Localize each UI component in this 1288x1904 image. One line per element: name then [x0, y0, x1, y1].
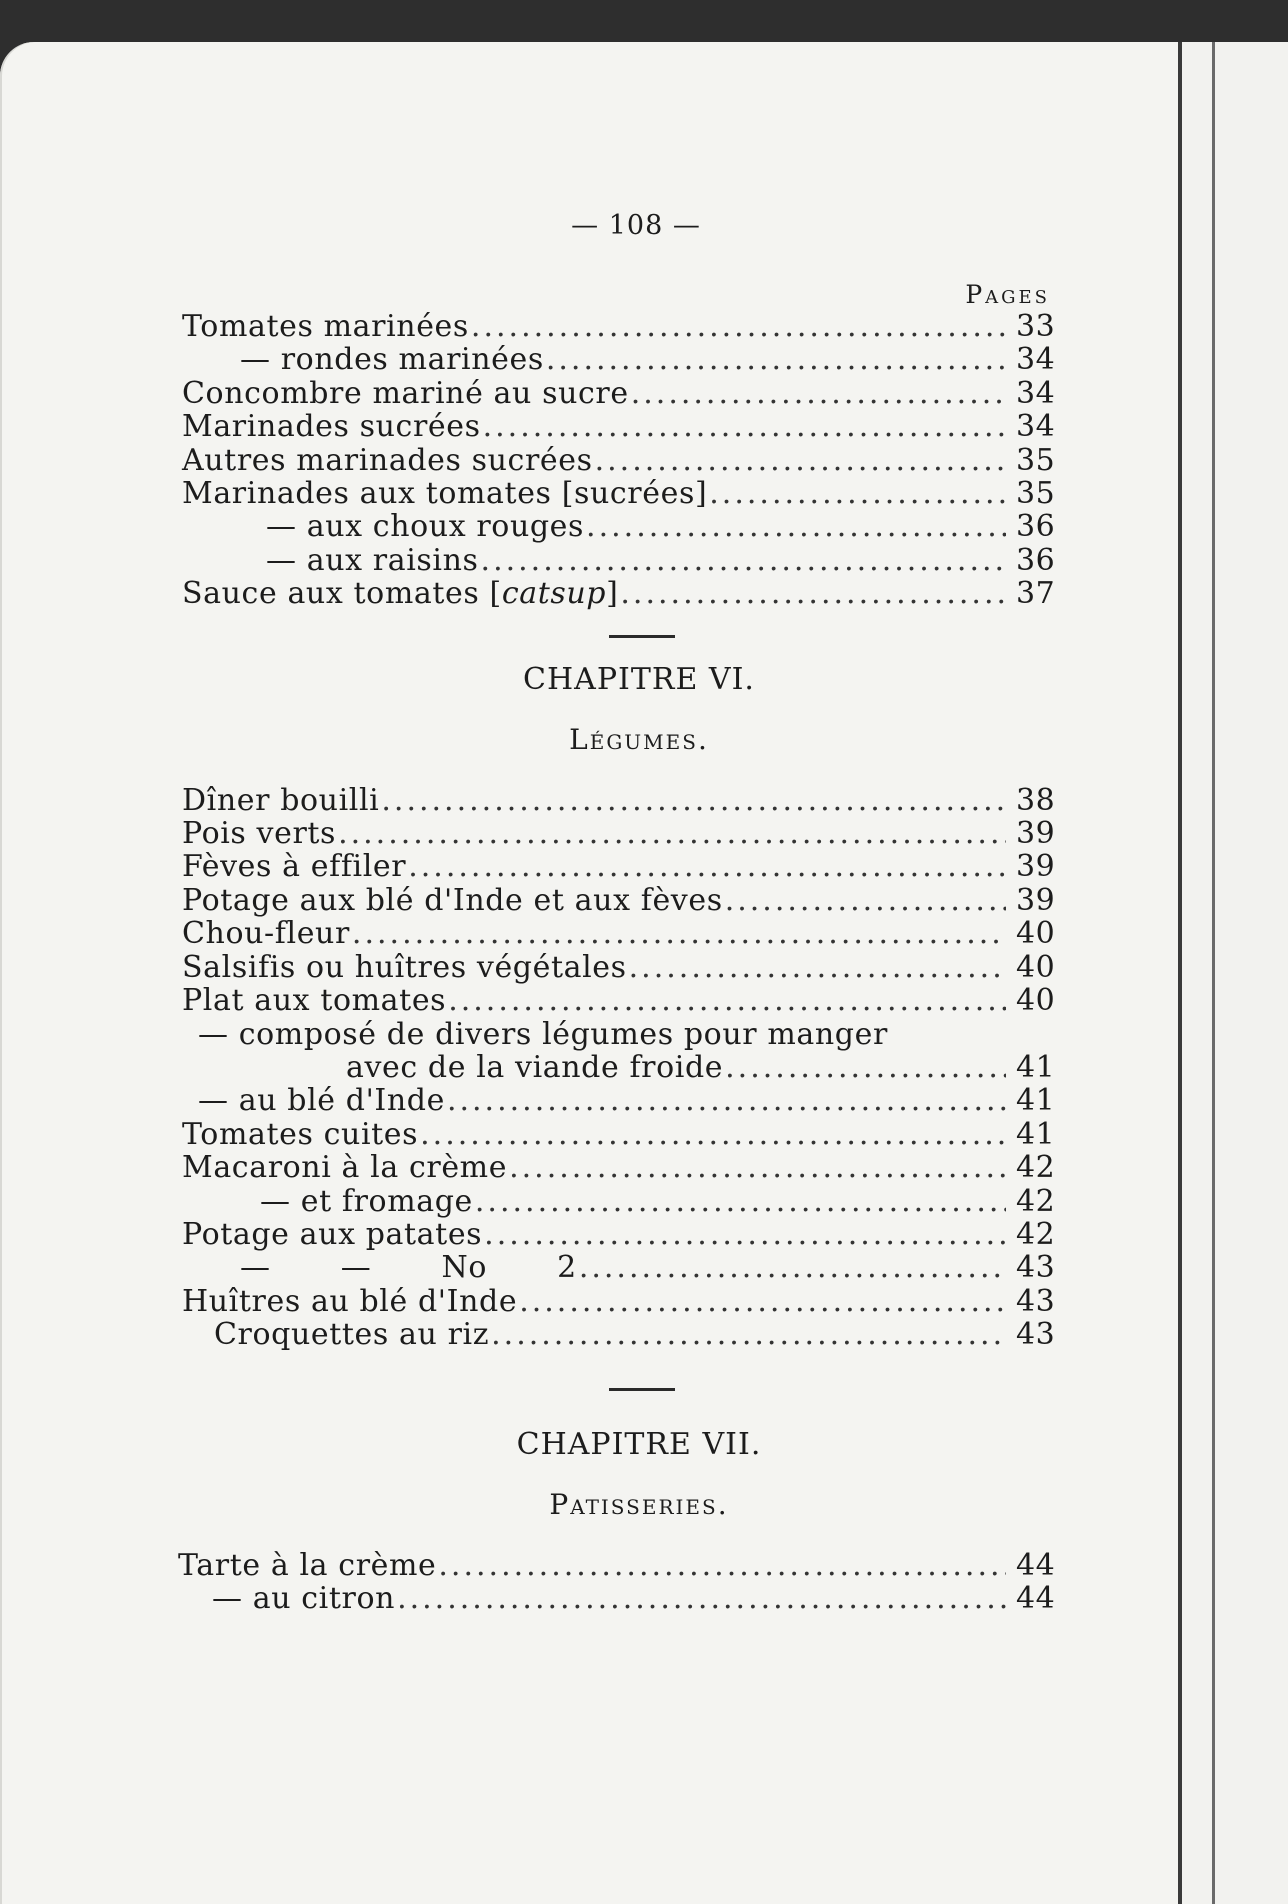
entry-title: Tomates marinées: [182, 309, 469, 344]
chapter-title: CHAPITRE VI.: [523, 661, 755, 697]
toc-entry: [182, 409, 1056, 445]
dot-leader: [586, 510, 1006, 543]
dot-leader: [629, 951, 1006, 984]
toc-entry: [182, 1083, 1056, 1119]
entry-page: 33: [1016, 309, 1056, 344]
dot-leader: [352, 917, 1006, 950]
entry-title: — — No 2: [240, 1250, 577, 1286]
dot-leader: [579, 1251, 1006, 1284]
entry-title: Macaroni à la crème: [182, 1150, 508, 1186]
entry-title: — aux raisins: [266, 542, 479, 578]
entry-page: 40: [1016, 949, 1056, 985]
dot-leader: [448, 984, 1006, 1017]
toc-entry: [182, 542, 1056, 578]
entry-page: 34: [1016, 342, 1056, 378]
entry-page: 44: [1016, 1580, 1056, 1616]
dot-leader: [397, 1582, 1006, 1615]
dot-leader: [475, 1185, 1006, 1218]
toc-entry: [182, 375, 1056, 411]
entry-title: Dîner bouilli: [182, 782, 380, 818]
dot-leader: [491, 1318, 1006, 1351]
section-title: Patisseries.: [549, 1487, 729, 1521]
entry-title: Marinades aux tomates [sucrées]: [182, 476, 708, 512]
dot-leader: [595, 444, 1006, 477]
entry-page: 40: [1016, 916, 1056, 952]
entry-title: Potage aux blé d'Inde et aux fèves: [182, 882, 723, 918]
entry-title: Tomates cuites: [182, 1116, 419, 1152]
entry-title: — rondes marinées: [240, 342, 544, 378]
section-divider: [609, 635, 675, 638]
toc-entry: [182, 309, 1056, 344]
toc-entry: [182, 916, 1056, 952]
entry-page: 39: [1016, 882, 1056, 918]
toc-entry: [182, 1183, 1056, 1219]
page-edge-line: [1212, 42, 1215, 1904]
entry-page: 38: [1016, 782, 1056, 818]
toc-list-legumes: [182, 782, 1056, 1353]
entry-page: 43: [1016, 1283, 1056, 1319]
toc-entry: [182, 509, 1056, 545]
pages-column-heading: Pages: [965, 280, 1050, 309]
toc-entry: [182, 576, 1056, 612]
entry-page: 34: [1016, 375, 1056, 411]
entry-title: Potage aux patates: [182, 1216, 483, 1252]
toc-entry: [182, 849, 1056, 885]
dot-leader: [471, 310, 1006, 343]
entry-title: Marinades sucrées: [182, 409, 481, 445]
entry-page: 41: [1016, 1049, 1056, 1085]
dot-leader: [725, 884, 1006, 917]
entry-title-italic: catsup: [501, 576, 607, 612]
entry-title: Plat aux tomates: [182, 983, 447, 1019]
entry-page: 36: [1016, 509, 1056, 545]
toc-entry: [182, 1116, 1056, 1152]
section-title: Légumes.: [569, 722, 709, 756]
toc-entry: [182, 476, 1056, 512]
section-divider: [609, 1388, 675, 1391]
entry-page: 42: [1016, 1150, 1056, 1186]
dot-leader: [408, 850, 1006, 883]
toc-entry: [182, 1317, 1056, 1353]
entry-title: Concombre mariné au sucre: [182, 375, 629, 411]
toc-entry: [182, 1150, 1056, 1186]
entry-title: Croquettes au riz: [214, 1317, 490, 1353]
entry-page: 42: [1016, 1216, 1056, 1252]
dot-leader: [438, 1549, 1006, 1582]
entry-page: 36: [1016, 542, 1056, 578]
entry-page: 34: [1016, 409, 1056, 445]
toc-list-preserves: [182, 309, 1056, 612]
toc-entry: [182, 1283, 1056, 1319]
entry-title: Huîtres au blé d'Inde: [182, 1283, 518, 1319]
entry-title: Pois verts: [182, 816, 337, 852]
toc-entry: [182, 1250, 1056, 1286]
dot-leader: [631, 377, 1006, 410]
page-number: — 108 —: [571, 210, 701, 241]
toc-entry: [182, 342, 1056, 378]
dot-leader: [484, 1218, 1006, 1251]
entry-title: Fèves à effiler: [182, 849, 407, 885]
entry-page: 39: [1016, 849, 1056, 885]
toc-entry: [182, 442, 1056, 478]
dot-leader: [546, 343, 1006, 376]
page-gutter: [1178, 42, 1182, 1904]
toc-entry: [182, 1580, 1056, 1616]
toc-entry: [182, 983, 1056, 1019]
entry-title: — aux choux rouges: [266, 509, 585, 545]
dot-leader: [509, 1151, 1006, 1184]
entry-page: 41: [1016, 1116, 1056, 1152]
entry-title: — au citron: [212, 1580, 396, 1616]
chapter-title: CHAPITRE VII.: [516, 1426, 762, 1462]
entry-page: 35: [1016, 476, 1056, 512]
dot-leader: [709, 477, 1006, 510]
dot-leader: [381, 784, 1006, 817]
entry-title: Chou-fleur: [182, 916, 350, 952]
adjacent-page-edge: [1182, 42, 1288, 1904]
table-of-contents: [178, 210, 1056, 1616]
entry-page: 41: [1016, 1083, 1056, 1119]
toc-entry: [182, 782, 1056, 818]
toc-list-patisseries: [178, 1547, 1056, 1616]
entry-title: — et fromage: [260, 1183, 473, 1219]
entry-page: 43: [1016, 1250, 1056, 1286]
entry-page: 40: [1016, 983, 1056, 1019]
entry-title: — au blé d'Inde: [198, 1083, 445, 1119]
dot-leader: [519, 1285, 1006, 1318]
entry-page: 44: [1016, 1547, 1056, 1583]
toc-entry: [182, 816, 1056, 852]
entry-page: 35: [1016, 442, 1056, 478]
dot-leader: [725, 1051, 1006, 1084]
toc-entry: [182, 949, 1056, 985]
dot-leader: [338, 817, 1006, 850]
toc-entry: [182, 1216, 1056, 1252]
entry-title: Salsifis ou huîtres végétales: [182, 949, 627, 985]
toc-entry-multiline: [182, 1016, 1056, 1085]
entry-page: 43: [1016, 1317, 1056, 1353]
dot-leader: [447, 1084, 1006, 1117]
toc-entry: [182, 882, 1056, 918]
dot-leader: [483, 410, 1006, 443]
entry-page: 42: [1016, 1183, 1056, 1219]
entry-title: avec de la viande froide: [346, 1049, 724, 1085]
entry-title: Tarte à la crème: [178, 1547, 437, 1583]
dot-leader: [420, 1118, 1006, 1151]
dot-leader: [481, 544, 1006, 577]
dot-leader: [620, 577, 1006, 610]
entry-title: Sauce aux tomates [catsup]: [182, 576, 619, 612]
entry-title-line1: — composé de divers légumes pour manger: [198, 1016, 888, 1052]
entry-page: 39: [1016, 816, 1056, 852]
entry-title: Autres marinades sucrées: [182, 442, 593, 478]
entry-page: 37: [1016, 576, 1056, 612]
toc-entry: [178, 1547, 1056, 1583]
